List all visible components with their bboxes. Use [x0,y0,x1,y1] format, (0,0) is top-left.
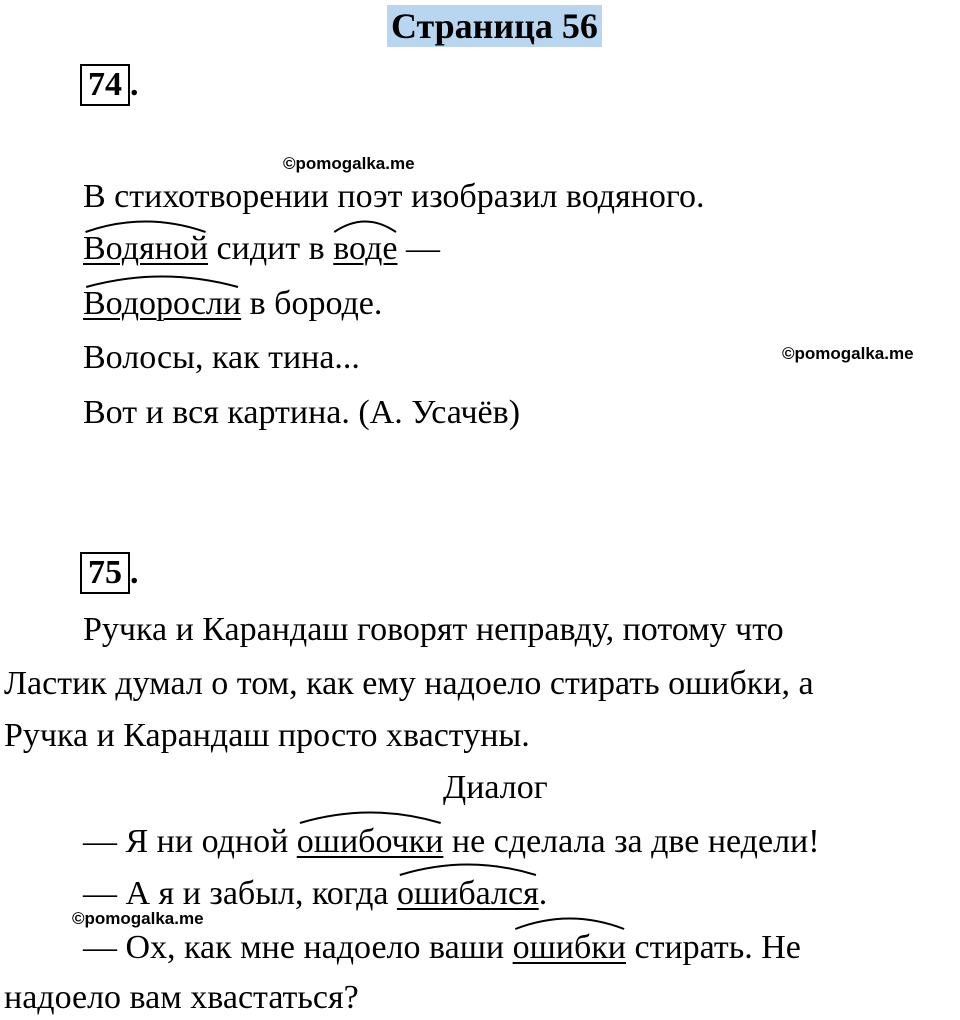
root-word: Водоросли [83,284,241,324]
watermark: ©pomogalka.me [283,154,415,173]
exercise-75-number [80,552,139,594]
poem-line-1: Водяной сидит в воде — [83,229,440,269]
root-arc-icon [513,914,626,930]
exercise-number-period: . [130,554,139,591]
root-arc-icon [397,860,539,876]
root-word: ошибки [513,928,626,968]
page-title: Страница 56 [387,5,602,47]
root-word: Водяной [83,229,208,269]
watermark: ©pomogalka.me [782,344,914,363]
dialog-line-3: — Ох, как мне надоело ваши ошибки стирать. Не [83,928,801,968]
exercise-74-number [80,64,139,106]
watermark: ©pomogalka.me [72,909,204,928]
poem-line-4: Вот и вся картина. (А. Усачёв) [83,394,521,431]
root-arc-icon [83,272,241,288]
root-word: ошибался [397,874,539,914]
exercise-number-box: 75 [80,552,130,594]
dialog-line-2: — А я и забыл, когда ошибался. [83,874,547,914]
root-word: ошибочки [297,822,444,862]
paragraph-line-1: Ручка и Карандаш говорят неправду, потому что [83,611,784,648]
root-arc-icon [297,808,444,824]
dialog-line-1: — Я ни одной ошибочки не сделала за две недели! [83,822,820,862]
poem-line-3: Волосы, как тина... [83,339,360,376]
poem-line-2: Водоросли в бороде. [83,284,382,324]
root-word: воде [333,229,397,269]
paragraph-line-3: Ручка и Карандаш просто хвастуны. [4,717,530,754]
dialog-heading: Диалог [443,769,548,806]
dialog-line-4: надоело вам хвастаться? [4,979,359,1016]
exercise-number-period: . [130,66,139,103]
exercise-74-intro: В стихотворении поэт изобразил водяного. [83,178,705,215]
exercise-number-box: 74 [80,64,130,106]
root-arc-icon [83,217,208,233]
paragraph-line-2: Ластик думал о том, как ему надоело стирать ошибки, а [4,665,814,702]
root-arc-icon [333,217,397,233]
